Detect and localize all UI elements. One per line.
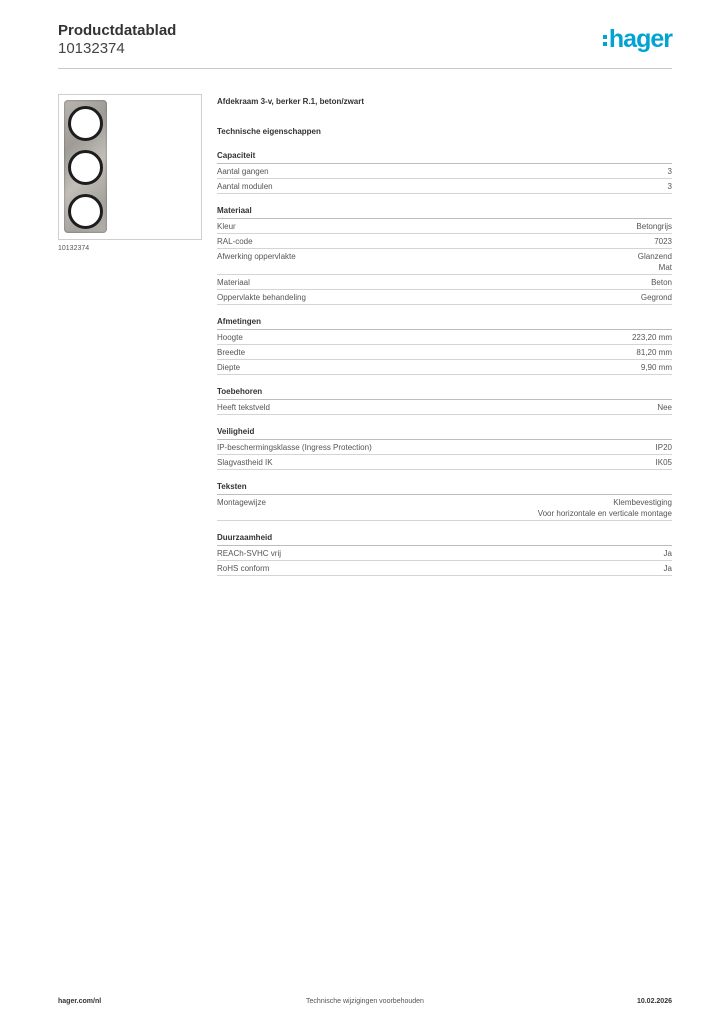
logo-dots-icon [603,35,607,46]
header-divider [58,68,672,69]
spec-row [217,455,672,470]
page-title: Productdatablad [58,22,177,39]
spec-row [217,546,672,561]
spec-value [641,362,672,373]
cover-frame-image [64,100,107,233]
spec-value-line: Glanzend [637,252,672,261]
spec-value-line: 9,90 mm [640,363,672,372]
spec-row [217,440,672,455]
spec-value [636,347,672,358]
spec-label: IP-beschermingsklasse (Ingress Protection) [217,443,372,452]
group-title: Duurzaamheid [217,532,672,546]
spec-value-line: IK05 [655,458,672,467]
spec-value-line: Gegrond [640,293,672,302]
footer-date: 10.02.2026 [636,998,672,1005]
group-title: Afmetingen [217,316,672,330]
image-caption: 10132374 [58,245,90,252]
hager-logo [603,26,672,52]
spec-value [656,457,672,468]
spec-value-line: 223,20 mm [631,333,672,342]
spec-row [217,164,672,179]
spec-row [217,290,672,305]
spec-value [656,442,672,453]
spec-label: RAL-code [217,237,253,246]
spec-row [217,275,672,290]
product-name: Afdekraam 3-v, berker R.1, beton/zwart [217,97,365,106]
spec-row [217,561,672,576]
frame-opening-1 [68,106,103,141]
spec-label: Afwerking oppervlakte [217,252,296,261]
spec-value-line: Mat [658,263,672,272]
section-title: Technische eigenschappen [217,127,321,136]
spec-value-line: 3 [667,167,672,176]
document-header [58,22,176,58]
spec-value-line: Ja [663,549,672,558]
group-title: Materiaal [217,205,672,219]
spec-value [664,548,672,559]
spec-value-line: 81,20 mm [636,348,672,357]
product-image [58,94,202,240]
spec-label: Oppervlakte behandeling [217,293,306,302]
spec-value [651,277,672,288]
product-number: 10132374 [58,40,125,57]
spec-row [217,249,672,275]
spec-value-line: IP20 [655,443,672,452]
frame-opening-2 [68,150,103,185]
spec-groups [217,150,672,576]
spec-value-line: 3 [667,182,672,191]
frame-opening-3 [68,194,103,229]
spec-label: Materiaal [217,278,250,287]
group-title: Toebehoren [217,386,672,400]
logo-text: hager [608,25,672,53]
spec-label: Montagewijze [217,498,266,507]
spec-value-line: Betongrijs [636,222,672,231]
spec-value [668,166,672,177]
spec-value-line: 7023 [654,237,672,246]
spec-row [217,234,672,249]
spec-label: Hoogte [217,333,243,342]
spec-value-line: Voor horizontale en verticale montage [537,509,672,518]
group-title: Veiligheid [217,426,672,440]
spec-label: Kleur [217,222,236,231]
spec-label: REACh-SVHC vrij [217,549,282,558]
spec-row [217,495,672,521]
spec-label: Slagvastheid IK [217,458,273,467]
spec-value [641,292,672,303]
spec-value-line: Klembevestiging [613,498,672,507]
spec-value-line: Nee [657,403,672,412]
spec-row [217,345,672,360]
spec-value [638,251,672,273]
spec-row [217,330,672,345]
specifications [217,95,672,576]
spec-value [668,181,672,192]
group-title: Capaciteit [217,150,672,164]
spec-value-line: Ja [663,564,672,573]
spec-value [636,221,672,232]
spec-row [217,219,672,234]
spec-row [217,179,672,194]
spec-value [654,236,672,247]
spec-label: Aantal gangen [217,167,269,176]
group-title: Teksten [217,481,672,495]
spec-label: Diepte [217,363,241,372]
spec-label: Breedte [217,348,246,357]
footer-website[interactable]: hager.com/nl [58,998,102,1005]
spec-label: Heeft tekstveld [217,403,270,412]
spec-value-line: Beton [651,278,672,287]
spec-row [217,400,672,415]
spec-label: RoHS conform [217,564,270,573]
spec-value [632,332,672,343]
spec-label: Aantal modulen [217,182,273,191]
spec-row [217,360,672,375]
spec-value [538,497,672,519]
spec-value [664,563,672,574]
spec-value [657,402,672,413]
footer-disclaimer: Technische wijzigingen voorbehouden [306,998,424,1005]
